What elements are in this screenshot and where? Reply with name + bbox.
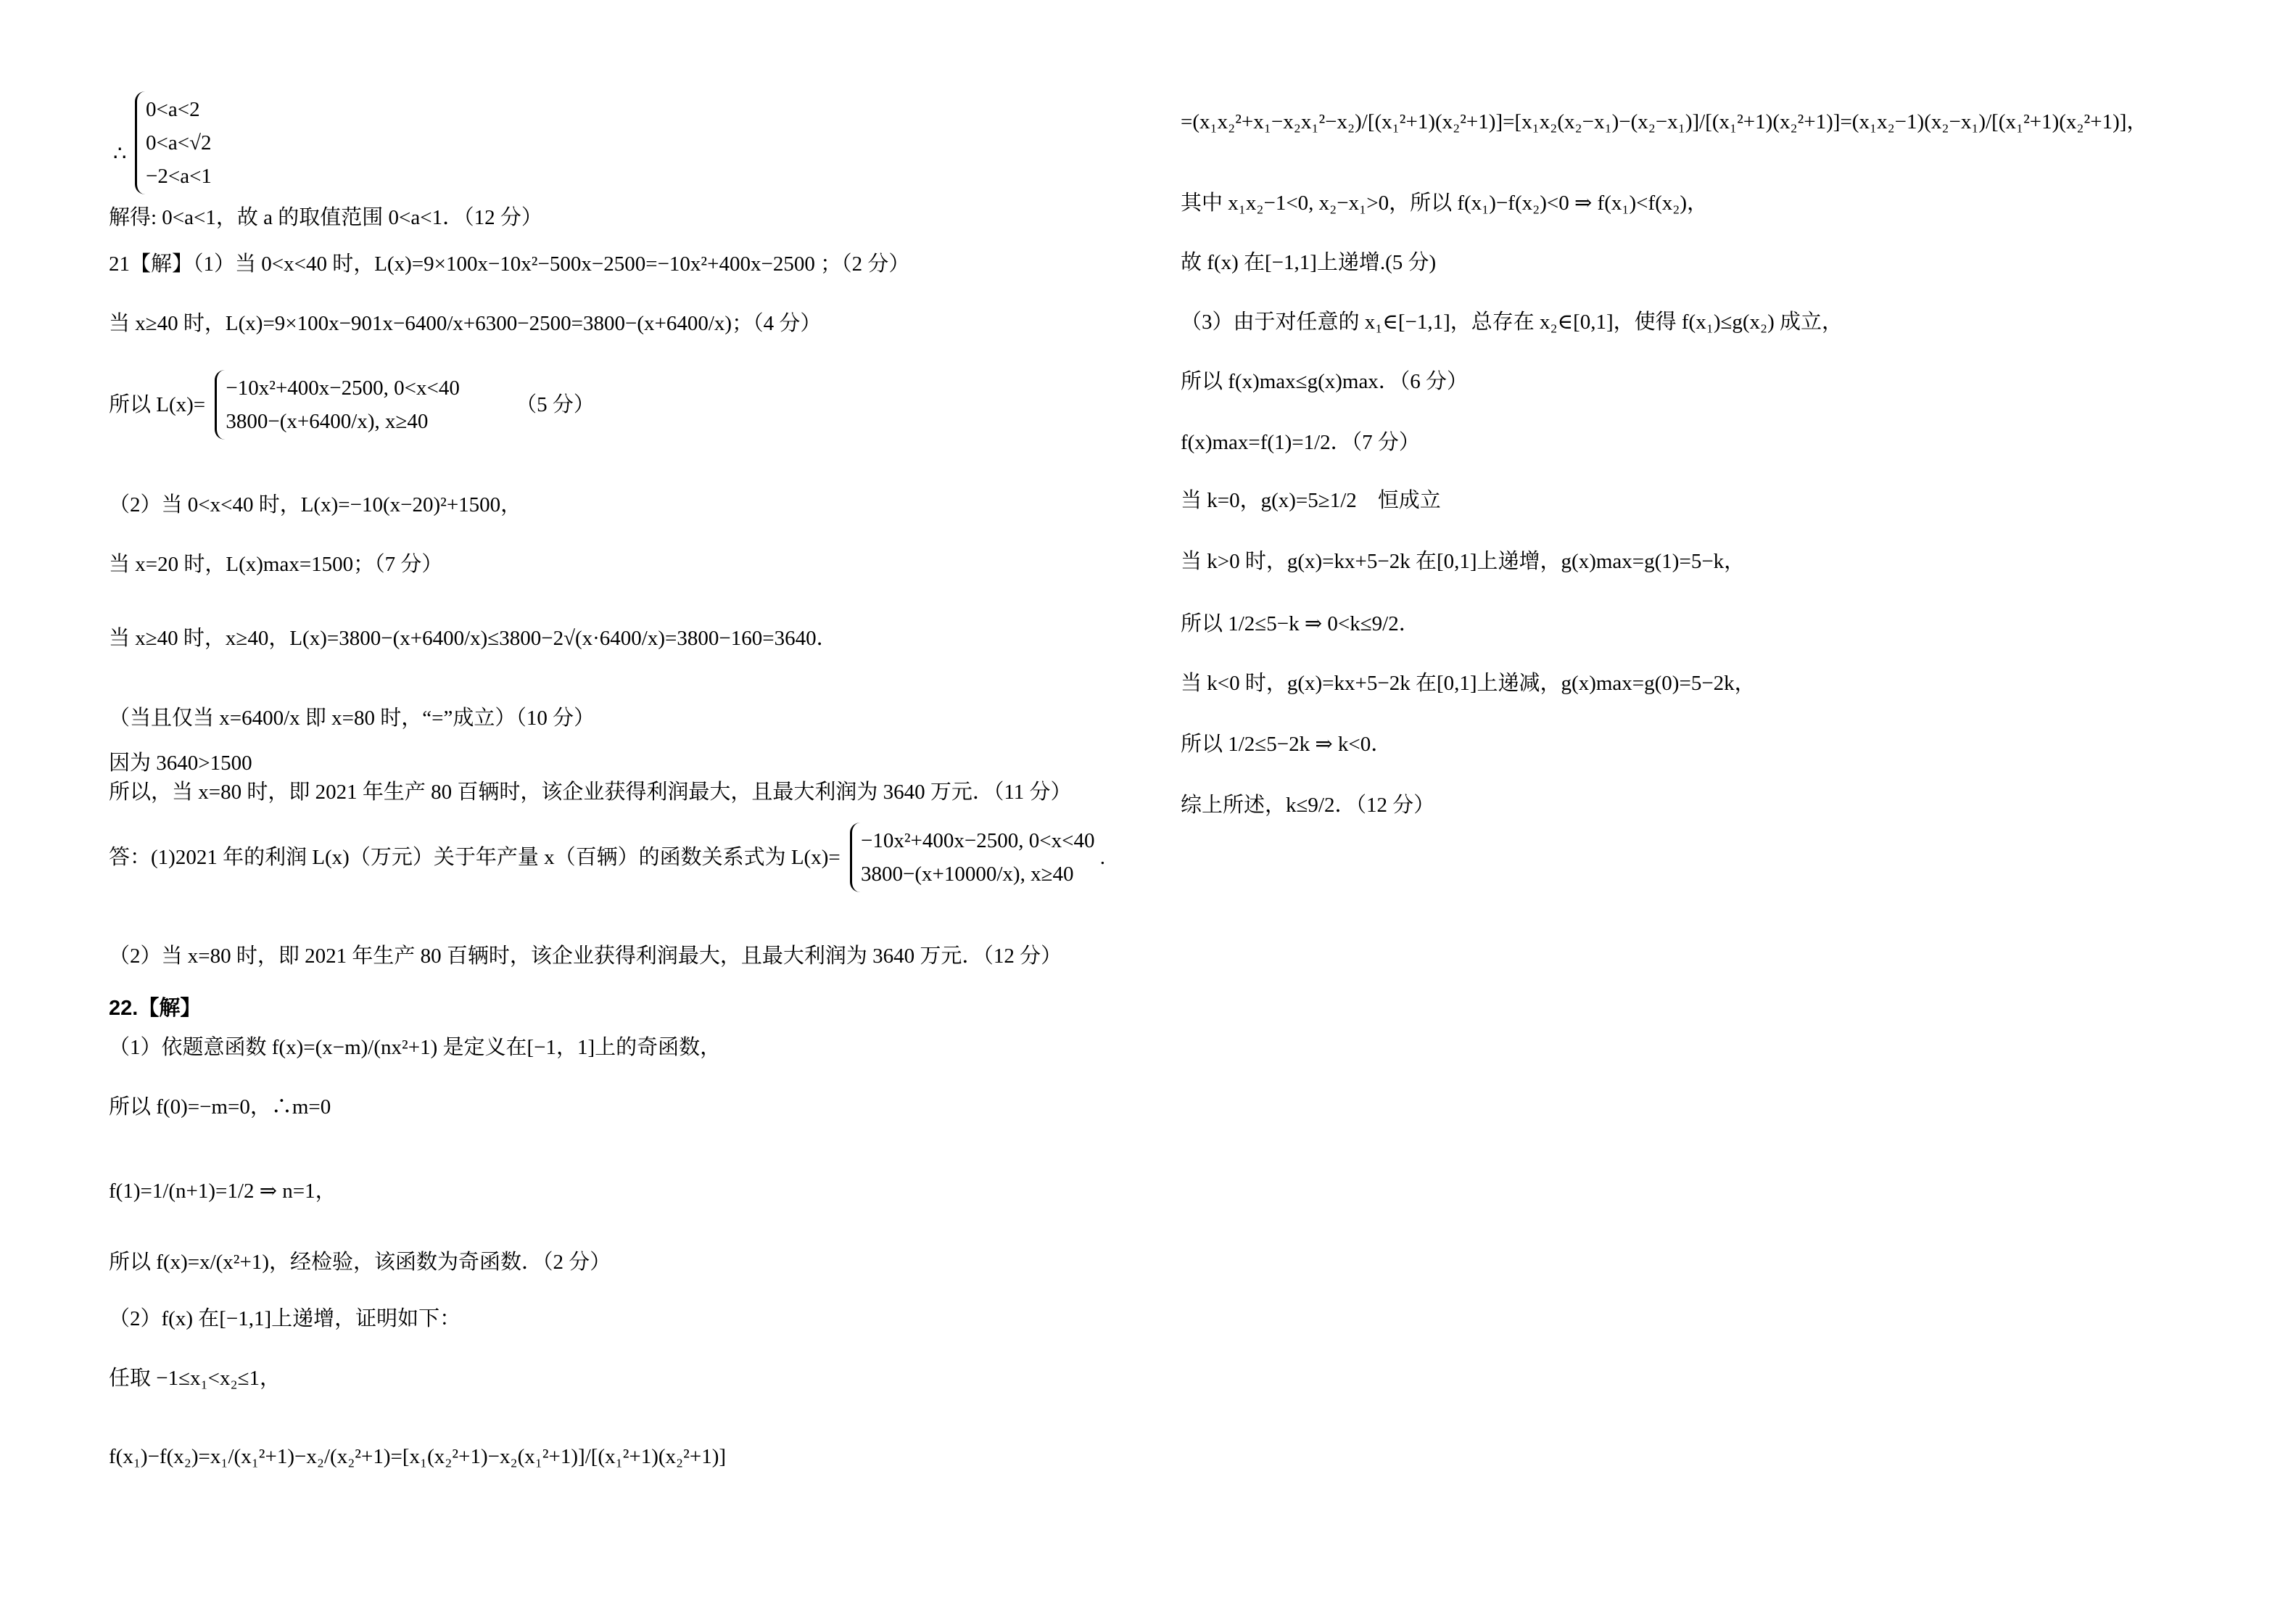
sign-analysis: 其中 x₁x₂−1<0, x₂−x₁>0，所以 f(x₁)−f(x₂)<0 ⇒ f(x₁)<f(x₂)， [1181, 192, 1709, 215]
right-column [1181, 0, 2254, 1622]
difference-continued: =(x₁x₂²+x₁−x₂x₁²−x₂)/[(x₁²+1)(x₂²+1)]=[x₁x₂(x₂−x₁)−(x₂−x₁)]/[(x₁²+1)(x₂²+1)]=(x₁x₂−1)(x₂−x₁)/[(x₁²+1)(x₂²+1)]， [1181, 110, 2148, 133]
q21-part1-line: 21【解】（1）当 0<x<40 时，L(x)=9×100x−10x²−500x−2500=−10x²+400x−2500 ；（2 分） [109, 252, 910, 276]
piecewise-L-score: （5 分） [516, 393, 595, 416]
system-brace [135, 91, 212, 194]
answer-case2: 3800−(x+10000/x), x≥40 [860, 863, 1074, 886]
q21-ineq-line: 当 x≥40 时，x≥40，L(x)=3800−(x+6400/x)≤3800−2√(x·6400/x)=3800−160=3640． [109, 627, 838, 650]
max-condition: 所以 f(x)max≤g(x)max．（6 分） [1181, 370, 1469, 393]
q22-take-x1x2: 任取 −1≤x₁<x₂≤1， [109, 1367, 281, 1390]
q21-part2-line: （2）当 0<x<40 时，L(x)=−10(x−20)²+1500， [109, 493, 522, 516]
answer-brace [850, 823, 1094, 892]
solution-range-line: 解得: 0<a<1，故 a 的取值范围 0<a<1．（12 分） [109, 206, 542, 229]
system-line-3: −2<a<1 [146, 165, 212, 188]
system-line-2: 0<a<√2 [146, 131, 212, 155]
case-k-negative: 当 k<0 时，g(x)=kx+5−2k 在[0,1]上递减，g(x)max=g(0)=5−2k， [1181, 672, 1756, 695]
final-conclusion: 综上所述，k≤9/2．（12 分） [1181, 794, 1435, 817]
q21-equality-note: （当且仅当 x=6400/x 即 x=80 时，“=”成立）（10 分） [109, 707, 595, 730]
q21-conclusion: 所以，当 x=80 时，即 2021 年生产 80 百辆时，该企业获得利润最大，且最大利润为 3640 万元．（11 分） [109, 781, 1072, 804]
q21-compare: 因为 3640>1500 [109, 752, 252, 775]
inequality-system [135, 91, 212, 194]
increasing-conclusion: 故 f(x) 在[−1,1]上递增.(5 分) [1181, 251, 1437, 274]
answer-period: . [1099, 846, 1105, 869]
q22-f-result: 所以 f(x)=x/(x²+1)，经检验，该函数为奇函数．（2 分） [109, 1251, 611, 1274]
answer-prefix: 答：(1)2021 年的利润 L(x)（万元）关于年产量 x（百辆）的函数关系式为 L(x)= [109, 846, 841, 869]
left-column [109, 0, 1182, 1622]
case-k-positive-result: 所以 1/2≤5−k ⇒ 0<k≤9/2． [1181, 612, 1420, 635]
piecewise-L-label: 所以 L(x)= [109, 393, 206, 416]
q22-part3-line: （3）由于对任意的 x₁∈[−1,1]，总存在 x₂∈[0,1]，使得 f(x₁)≤g(x₂) 成立， [1181, 310, 1843, 334]
q21-max-at-20: 当 x=20 时，L(x)max=1500；（7 分） [109, 553, 443, 576]
system-line-1: 0<a<2 [146, 98, 200, 121]
case-k-negative-result: 所以 1/2≤5−2k ⇒ k<0． [1181, 733, 1392, 756]
q22-part2-line: （2）f(x) 在[−1,1]上递增，证明如下： [109, 1307, 461, 1330]
q22-part1-line: （1）依题意函数 f(x)=(x−m)/(nx²+1) 是定义在[−1，1]上的奇函数， [109, 1036, 722, 1059]
case-k-positive: 当 k>0 时，g(x)=kx+5−2k 在[0,1]上递增，g(x)max=g(1)=5−k， [1181, 550, 1746, 573]
piecewise-L-block [109, 370, 595, 440]
piecewise-L-brace [215, 370, 459, 440]
q21-answer-block [109, 823, 1105, 892]
q21-answer-2: （2）当 x=80 时，即 2021 年生产 80 百辆时，该企业获得利润最大，且最大利润为 3640 万元．（12 分） [109, 944, 1062, 968]
answer-case1: −10x²+400x−2500, 0<x<40 [860, 829, 1095, 852]
q22-f0: 所以 f(0)=−m=0，∴m=0 [109, 1095, 331, 1119]
q22-difference-line: f(x₁)−f(x₂)=x₁/(x₁²+1)−x₂/(x₂²+1)=[x₁(x₂²+1)−x₂(x₁²+1)]/[(x₁²+1)(x₂²+1)] [109, 1445, 727, 1468]
q21-part1-x-ge-40: 当 x≥40 时，L(x)=9×100x−901x−6400/x+6300−2500=3800−(x+6400/x)；（4 分） [109, 312, 822, 335]
q22-f1: f(1)=1/(n+1)=1/2 ⇒ n=1， [109, 1180, 336, 1203]
f-max-value: f(x)max=f(1)=1/2．（7 分） [1181, 431, 1420, 454]
q22-heading: 22.【解】 [109, 997, 202, 1020]
piecewise-L-case1: −10x²+400x−2500, 0<x<40 [226, 376, 460, 400]
therefore-symbol: ∴ [113, 142, 127, 165]
piecewise-L-case2: 3800−(x+6400/x), x≥40 [226, 410, 429, 433]
case-k-zero: 当 k=0，g(x)=5≥1/2 恒成立 [1181, 489, 1441, 512]
